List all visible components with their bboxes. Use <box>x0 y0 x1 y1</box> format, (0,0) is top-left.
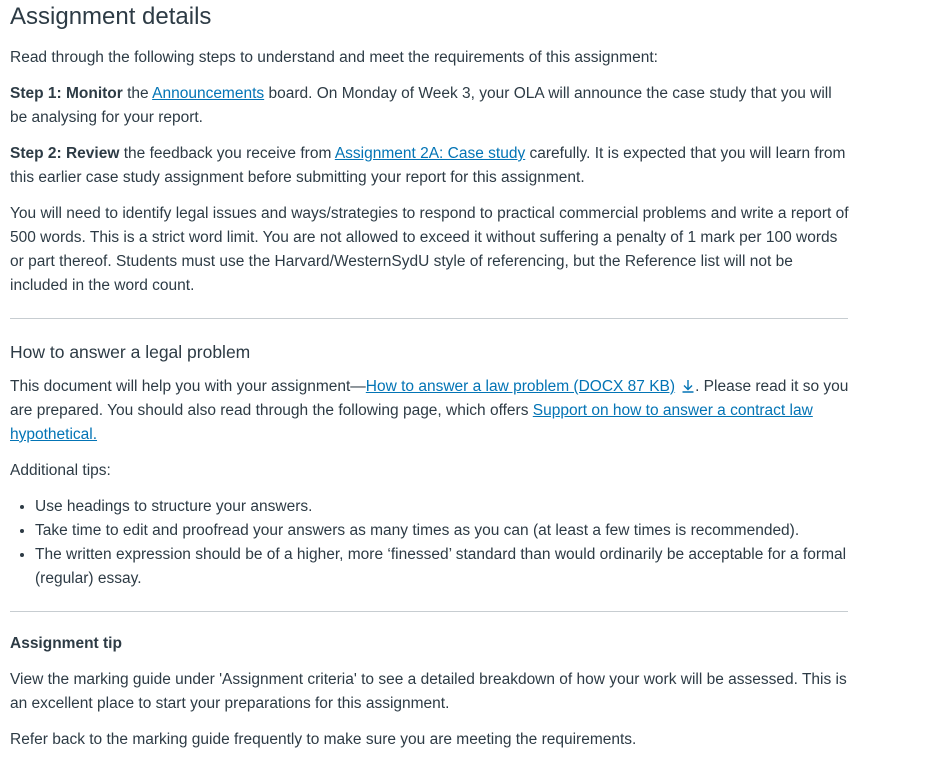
section-divider <box>10 318 848 319</box>
tips-label: Additional tips: <box>10 462 111 479</box>
assignment-details-page <box>0 2 850 752</box>
intro-text: Read through the following steps to understand and meet the requirements of this assignment: <box>10 49 658 66</box>
download-icon[interactable] <box>681 379 695 393</box>
list-item: • Use headings to structure your answers. <box>35 495 850 519</box>
step-2 <box>10 142 850 190</box>
legal-problem-heading: How to answer a legal problem <box>10 342 251 362</box>
step-2-post: carefully. It is expected that you will learn from this earlier case study assignment before submitting your report for this assignment. <box>10 145 846 186</box>
list-item: • Take time to edit and proofread your answers as many times as you can (at least a few times is recommended). <box>35 519 850 543</box>
tips-list <box>10 495 850 591</box>
assignment-tip-heading: Assignment tip <box>10 635 122 652</box>
section-divider <box>10 611 848 612</box>
assignment-tip-reminder: Refer back to the marking guide frequently to make sure you are meeting the requirements. <box>10 731 637 748</box>
step-1-pre: the <box>122 85 153 102</box>
announcements-link[interactable]: Announcements <box>152 85 265 102</box>
requirements-text: You will need to identify legal issues and ways/strategies to respond to practical commercial problems and write a report of 500 words. This is a strict word limit. You are not allowed to exceed it without suffering a penalty of 1 mark per 100 words or part thereof. Students must use the Harvard/WesternSydU style of referencing, but the Reference list will not be included in the word count. <box>10 205 849 294</box>
page-title: Assignment details <box>10 3 212 30</box>
step-1 <box>10 82 850 130</box>
legal-problem-pre: This document will help you with your assignment— <box>10 378 366 395</box>
contract-law-support-link[interactable]: Support on how to answer a contract law hypothetical. <box>10 402 813 443</box>
legal-problem-mid: . Please read it so you are prepared. You should also read through the following page, which offers <box>10 378 849 419</box>
legal-problem-text <box>10 375 850 447</box>
assignment-tip-text: View the marking guide under 'Assignment criteria' to see a detailed breakdown of how your work will be assessed. This is an excellent place to start your preparations for this assignment. <box>10 671 847 712</box>
assignment-2a-link[interactable]: Assignment 2A: Case study <box>334 145 526 162</box>
step-2-pre: the feedback you receive from <box>119 145 335 162</box>
list-item: • The written expression should be of a higher, more ‘finessed’ standard than would ordinarily be acceptable for a formal (regular) essay. <box>35 543 850 591</box>
step-2-label: Step 2: Review <box>10 145 120 162</box>
step-1-label: Step 1: Monitor <box>10 85 123 102</box>
law-problem-doc-link[interactable]: How to answer a law problem (DOCX 87 KB) <box>365 378 676 395</box>
step-1-post: board. On Monday of Week 3, your OLA will announce the case study that you will be analysing for your report. <box>10 85 832 126</box>
